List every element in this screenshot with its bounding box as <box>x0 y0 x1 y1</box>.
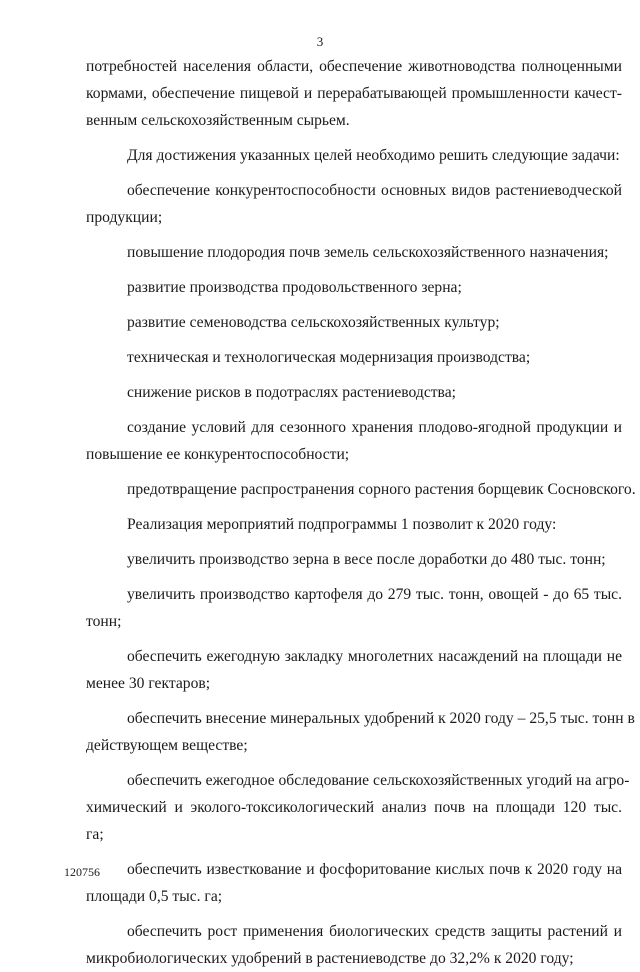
paragraph <box>86 705 635 759</box>
paragraph <box>86 643 622 697</box>
text-line: менее 30 гектаров; <box>86 675 211 692</box>
text-line: техническая и технологическая модернизация производства; <box>127 349 531 366</box>
text-line: увеличить производство картофеля до 279 тыс. тонн, овощей - до 65 тыс. <box>127 586 622 603</box>
text-line: обеспечить внесение минеральных удобрений к 2020 году – 25,5 тыс. тонн в <box>127 710 635 727</box>
paragraph <box>86 546 622 573</box>
page-number: 3 <box>316 34 324 49</box>
text-line: развитие производства продовольственного зерна; <box>127 279 462 296</box>
text-line: Реализация мероприятий подпрограммы 1 позволит к 2020 году: <box>127 516 557 533</box>
paragraph <box>86 856 622 910</box>
text-line: обеспечить рост применения биологических средств защиты растений и <box>127 923 622 940</box>
text-line: площади 0,5 тыс. га; <box>86 888 223 905</box>
text-line: увеличить производство зерна в весе после доработки до 480 тыс. тонн; <box>127 551 606 568</box>
paragraph <box>86 142 622 169</box>
text-line: обеспечить ежегодное обследование сельскохозяйственных угодий на агро- <box>127 772 630 789</box>
text-line: развитие семеноводства сельскохозяйственных культур; <box>127 314 500 331</box>
text-line: га; <box>86 826 104 843</box>
text-line: снижение рисков в подотраслях растениеводства; <box>127 384 456 401</box>
paragraph <box>86 177 622 231</box>
paragraph <box>86 344 622 371</box>
text-line: создание условий для сезонного хранения плодово-ягодной продукции и <box>127 419 622 436</box>
paragraph <box>86 511 622 538</box>
paragraph <box>86 918 622 972</box>
paragraph <box>86 274 622 301</box>
text-line: повышение плодородия почв земель сельскохозяйственного назначения; <box>127 244 609 261</box>
text-line: тонн; <box>86 613 122 630</box>
paragraph <box>86 767 630 848</box>
paragraph <box>86 581 622 635</box>
text-line: повышение ее конкурентоспособности; <box>86 446 350 463</box>
paragraph <box>86 309 622 336</box>
paragraph <box>86 53 622 134</box>
text-line: микробиологических удобрений в растениеводстве до 32,2% к 2020 году; <box>86 950 574 967</box>
text-line: обеспечить ежегодную закладку многолетних насаждений на площади не <box>127 648 622 665</box>
document-body <box>86 53 636 972</box>
paragraph <box>86 239 622 266</box>
text-line: продукции; <box>86 209 163 226</box>
text-line: химический и эколого-токсикологический анализ почв на площади 120 тыс. <box>86 799 622 816</box>
paragraph <box>86 414 622 468</box>
text-line: потребностей населения области, обеспечение животноводства полноценными <box>86 58 622 75</box>
document-code: 120756 <box>64 865 100 879</box>
text-line: обеспечение конкурентоспособности основных видов растениеводческой <box>127 182 622 199</box>
paragraph <box>86 476 636 503</box>
text-line: Для достижения указанных целей необходимо решить следующие задачи: <box>127 147 620 164</box>
text-line: обеспечить известкование и фосфоритование кислых почв к 2020 году на <box>127 861 622 878</box>
paragraph <box>86 379 622 406</box>
text-line: действующем веществе; <box>86 737 248 754</box>
text-line: венным сельскохозяйственным сырьем. <box>86 112 350 129</box>
text-line: предотвращение распространения сорного растения борщевик Сосновского. <box>127 481 636 498</box>
text-line: кормами, обеспечение пищевой и перерабатывающей промышленности качест- <box>86 85 622 102</box>
